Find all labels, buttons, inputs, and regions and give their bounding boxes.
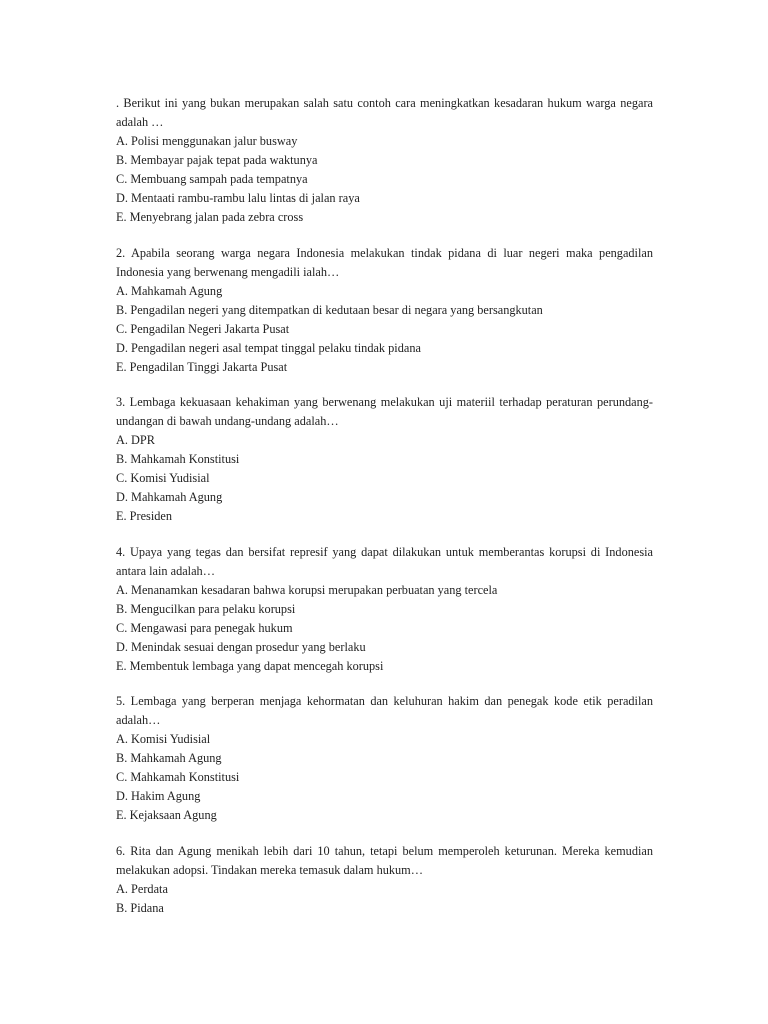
option-b: B. Mahkamah Agung <box>116 751 222 765</box>
question-4 <box>116 543 653 676</box>
option-e: E. Membentuk lembaga yang dapat mencegah korupsi <box>116 658 384 673</box>
document-page <box>116 94 653 934</box>
option-a: A. Menanamkan kesadaran bahwa korupsi merupakan perbuatan yang tercela <box>116 582 498 597</box>
option-c: C. Komisi Yudisial <box>116 471 210 485</box>
option-d: D. Mahkamah Agung <box>116 490 223 504</box>
option-d: D. Pengadilan negeri asal tempat tinggal pelaku tindak pidana <box>116 340 421 355</box>
option-a: A. Polisi menggunakan jalur busway <box>116 134 298 148</box>
question-6 <box>116 842 653 918</box>
option-e: E. Menyebrang jalan pada zebra cross <box>116 210 304 224</box>
option-d: D. Menindak sesuai dengan prosedur yang berlaku <box>116 639 366 654</box>
option-c: C. Mahkamah Konstitusi <box>116 770 240 784</box>
question-text: . Berikut ini yang bukan merupakan salah satu contoh cara meningkatkan kesadaran hukum warga negara adalah … <box>116 96 653 129</box>
option-e: E. Presiden <box>116 509 173 523</box>
question-text: 2. Apabila seorang warga negara Indonesia melakukan tindak pidana di luar negeri maka pengadilan Indonesia yang berwenang mengadili ialah… <box>116 245 653 279</box>
option-c: C. Mengawasi para penegak hukum <box>116 620 293 635</box>
question-text: 3. Lembaga kekuasaan kehakiman yang berwenang melakukan uji materiil terhadap peraturan perundang-undangan di bawah undang-undang adalah… <box>116 395 653 428</box>
option-c: C. Membuang sampah pada tempatnya <box>116 172 308 186</box>
option-d: D. Hakim Agung <box>116 789 201 803</box>
option-a: A. Perdata <box>116 881 168 896</box>
question-text: 5. Lembaga yang berperan menjaga kehormatan dan keluhuran hakim dan penegak kode etik peradilan adalah… <box>116 694 653 727</box>
option-b: B. Mengucilkan para pelaku korupsi <box>116 601 296 616</box>
question-text: 6. Rita dan Agung menikah lebih dari 10 tahun, tetapi belum memperoleh keturunan. Mereka kemudian melakukan adopsi. Tindakan mereka temasuk dalam hukum… <box>116 843 653 877</box>
option-c: C. Pengadilan Negeri Jakarta Pusat <box>116 321 290 336</box>
question-3 <box>116 393 653 526</box>
option-e: E. Kejaksaan Agung <box>116 808 217 822</box>
option-b: B. Pidana <box>116 900 164 915</box>
option-a: A. DPR <box>116 433 155 447</box>
option-b: B. Mahkamah Konstitusi <box>116 452 240 466</box>
option-e: E. Pengadilan Tinggi Jakarta Pusat <box>116 359 288 374</box>
option-b: B. Pengadilan negeri yang ditempatkan di kedutaan besar di negara yang bersangkutan <box>116 302 543 317</box>
question-5 <box>116 692 653 825</box>
question-2 <box>116 244 653 377</box>
option-a: A. Komisi Yudisial <box>116 732 211 746</box>
question-text: 4. Upaya yang tegas dan bersifat represif yang dapat dilakukan untuk memberantas korupsi di Indonesia antara lain adalah… <box>116 544 653 578</box>
option-d: D. Mentaati rambu-rambu lalu lintas di jalan raya <box>116 191 360 205</box>
question-1 <box>116 94 653 227</box>
option-b: B. Membayar pajak tepat pada waktunya <box>116 153 318 167</box>
option-a: A. Mahkamah Agung <box>116 283 223 298</box>
